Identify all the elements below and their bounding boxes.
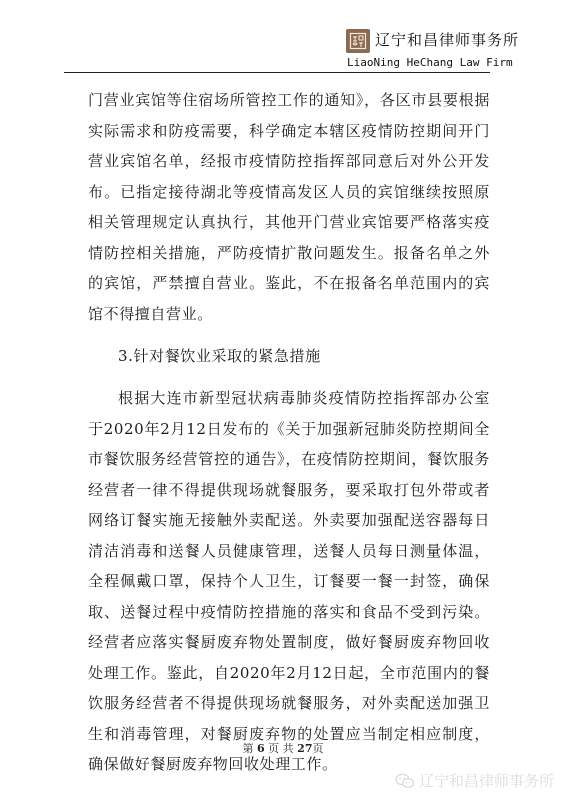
firm-name-en: LiaoNing HeChang Law Firm bbox=[347, 56, 513, 69]
page-total: 27 bbox=[297, 742, 313, 755]
page-suffix: 页 bbox=[312, 742, 324, 755]
page-middle: 页 共 bbox=[268, 742, 294, 755]
section-heading: 3.针对餐饮业采取的紧急措施 bbox=[118, 347, 321, 365]
page-prefix: 第 bbox=[242, 742, 254, 755]
page-header bbox=[0, 0, 566, 76]
body-paragraph-2: 根据大连市新型冠状病毒肺炎疫情防控指挥部办公室于2020年2月12日发布的《关于加强新冠肺炎防控期间全市餐饮服务经营管控的通告》，在疫情防控期间，餐饮服务经营者一律不得提供现场就餐服务，要采取打包外带或者网络订餐实施无接触外卖配送。外卖要加强配送容器每日清洁消毒和送餐人员健康管理，送餐人员每日测量体温，全程佩戴口罩，保持个人卫生，订餐要一餐一封签，确保取、送餐过程中疫情防控措施的落实和食品不受到污染。经营者应落实餐厨废弃物处置制度，做好餐厨废弃物回收处理工作。鉴此，自2020年2月12日起，全市范围内的餐饮服务经营者不得提供现场就餐服务，对外卖配送加强卫生和消毒管理，对餐厨废弃物的处置应当制定相应制度，确保做好餐厨废弃物回收处理工作。 bbox=[88, 389, 490, 773]
seal-glyph-icon bbox=[349, 32, 367, 50]
wechat-watermark bbox=[395, 770, 554, 791]
firm-name-cn: 辽宁和昌律师事务所 bbox=[375, 31, 520, 49]
wechat-icon bbox=[395, 773, 415, 789]
firm-logo-icon bbox=[346, 29, 370, 53]
page-number bbox=[0, 740, 566, 756]
watermark-text: 辽宁和昌律师事务所 bbox=[418, 772, 554, 790]
body-paragraph-1: 门营业宾馆等住宿场所管控工作的通知》，各区市县要根据实际需求和防疫需要，科学确定本辖区疫情防控期间开门营业宾馆名单，经报市疫情防控指挥部同意后对外公开发布。已指定接待湖北等疫情高发区人员的宾馆继续按照原相关管理规定认真执行，其他开门营业宾馆要严格落实疫情防控相关措施，严防疫情扩散问题发生。报备名单之外的宾馆，严禁擅自营业。鉴此，不在报备名单范围内的宾馆不得擅自营业。 bbox=[88, 91, 490, 323]
header-divider bbox=[64, 72, 490, 73]
page-current: 6 bbox=[257, 742, 265, 755]
document-body bbox=[88, 85, 490, 780]
